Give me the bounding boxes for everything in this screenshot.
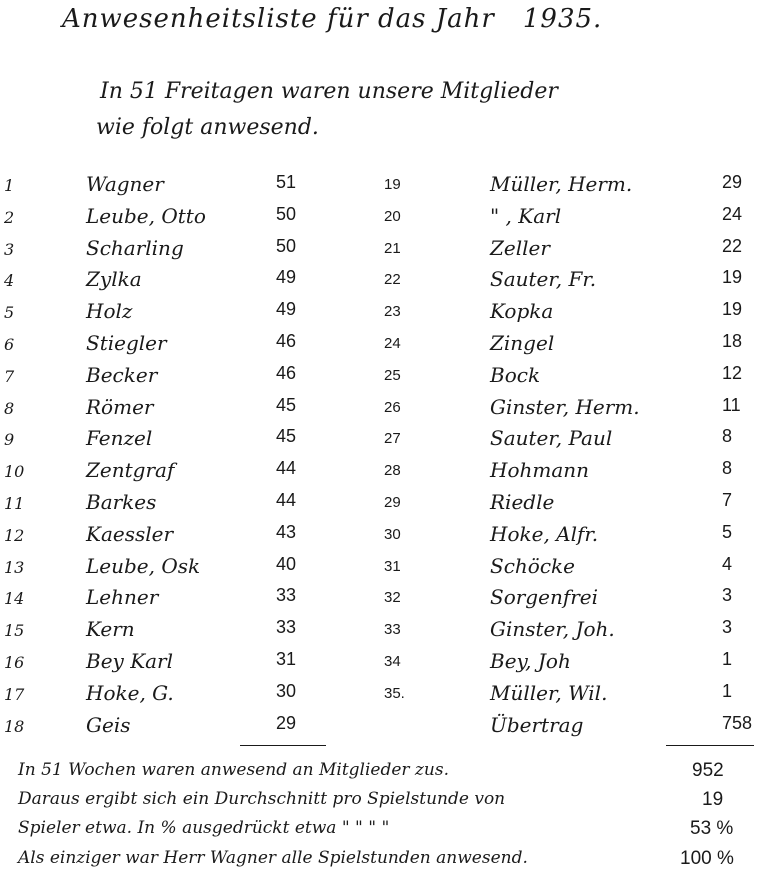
member-attendance: 18 [722, 331, 743, 351]
member-name: Zylka [86, 267, 142, 291]
member-number: 3 [4, 240, 15, 259]
title-year: 1935. [522, 4, 603, 34]
table-row [0, 713, 768, 745]
table-row [0, 585, 768, 617]
member-number: 14 [4, 589, 25, 608]
table-row [0, 299, 768, 331]
table-row [0, 236, 768, 268]
member-number: 19 [384, 176, 401, 193]
member-attendance: 3 [722, 585, 733, 605]
member-number: 13 [4, 558, 25, 577]
member-number: 5 [4, 303, 15, 322]
member-attendance: 43 [276, 522, 297, 542]
member-number: 20 [384, 208, 401, 225]
member-number: 22 [384, 271, 401, 288]
member-name: Scharling [86, 236, 184, 260]
member-name: Zingel [490, 331, 555, 355]
table-row [0, 331, 768, 363]
member-name: Übertrag [490, 713, 584, 737]
member-number: 26 [384, 399, 401, 416]
table-row [0, 490, 768, 522]
member-attendance: 8 [722, 458, 733, 478]
member-name: Zeller [490, 236, 550, 260]
member-number: 9 [4, 430, 15, 449]
member-attendance: 30 [276, 681, 297, 701]
table-row [0, 458, 768, 490]
table-row [0, 522, 768, 554]
table-row [0, 649, 768, 681]
member-number: 30 [384, 526, 401, 543]
member-attendance: 4 [722, 554, 733, 574]
member-attendance: 758 [722, 713, 753, 733]
member-attendance: 50 [276, 204, 297, 224]
member-name: Müller, Herm. [490, 172, 633, 196]
member-name: Bey, Joh [490, 649, 571, 673]
member-name: Hohmann [490, 458, 590, 482]
intro-line-1: In 51 Freitagen waren unsere Mitglieder [100, 79, 558, 104]
member-attendance: 19 [722, 267, 743, 287]
summary-text: Daraus ergibt sich ein Durchschnitt pro Spielstunde von [18, 789, 506, 809]
table-row [0, 617, 768, 649]
table-row [0, 681, 768, 713]
member-number: 25 [384, 367, 401, 384]
member-attendance: 50 [276, 236, 297, 256]
member-number: 27 [384, 430, 401, 447]
summary-value: 19 [702, 789, 724, 810]
member-number: 17 [4, 685, 25, 704]
member-name: Bey Karl [86, 649, 174, 673]
member-number: 6 [4, 335, 15, 354]
member-name: Zentgraf [86, 458, 175, 482]
member-attendance: 11 [722, 395, 741, 415]
member-attendance: 22 [722, 236, 743, 256]
member-name: Stiegler [86, 331, 167, 355]
member-name: Sauter, Paul [490, 426, 613, 450]
member-number: 24 [384, 335, 401, 352]
member-attendance: 49 [276, 299, 297, 319]
summary-line [0, 848, 768, 880]
member-attendance: 19 [722, 299, 743, 319]
intro-line-2: wie folgt anwesend. [96, 115, 319, 140]
member-attendance: 29 [722, 172, 743, 192]
member-attendance: 33 [276, 617, 297, 637]
member-name: Ginster, Herm. [490, 395, 640, 419]
member-number: 32 [384, 589, 401, 606]
member-number: 15 [4, 621, 25, 640]
member-number: 18 [4, 717, 25, 736]
member-attendance: 12 [722, 363, 743, 383]
member-number: 35. [384, 685, 405, 702]
document-title [62, 4, 602, 34]
member-name: Müller, Wil. [490, 681, 608, 705]
member-attendance: 24 [722, 204, 743, 224]
summary-value: 952 [692, 760, 724, 781]
summary-line [0, 818, 768, 850]
member-attendance: 29 [276, 713, 297, 733]
member-name: Holz [86, 299, 133, 323]
member-attendance: 46 [276, 363, 297, 383]
summary-value: 53 % [690, 818, 734, 839]
member-attendance: 51 [276, 172, 297, 192]
member-name: Hoke, Alfr. [490, 522, 599, 546]
summary-value: 100 % [680, 848, 734, 869]
member-number: 29 [384, 494, 401, 511]
member-number: 2 [4, 208, 15, 227]
member-name: Lehner [86, 585, 159, 609]
member-name: Bock [490, 363, 541, 387]
member-attendance: 1 [722, 681, 733, 701]
member-attendance: 31 [276, 649, 297, 669]
member-number: 8 [4, 399, 15, 418]
table-row [0, 395, 768, 427]
member-name: Hoke, G. [86, 681, 174, 705]
member-number: 16 [4, 653, 25, 672]
summary-text: Spieler etwa. In % ausgedrückt etwa " " " " [18, 818, 390, 838]
member-attendance: 44 [276, 490, 297, 510]
member-name: Fenzel [86, 426, 153, 450]
member-attendance: 3 [722, 617, 733, 637]
summary-line [0, 760, 768, 792]
member-name: Becker [86, 363, 158, 387]
table-row [0, 363, 768, 395]
subtotal-underline-right [666, 745, 754, 746]
member-number: 23 [384, 303, 401, 320]
member-number: 10 [4, 462, 25, 481]
member-number: 28 [384, 462, 401, 479]
summary-text: In 51 Wochen waren anwesend an Mitglieder zus. [18, 760, 449, 780]
member-name: Leube, Osk [86, 554, 201, 578]
member-number: 21 [384, 240, 401, 257]
table-row [0, 204, 768, 236]
member-number: 11 [4, 494, 25, 513]
member-name: Ginster, Joh. [490, 617, 615, 641]
member-attendance: 40 [276, 554, 297, 574]
member-attendance: 8 [722, 426, 733, 446]
table-row [0, 172, 768, 204]
member-name: Barkes [86, 490, 157, 514]
member-name: Schöcke [490, 554, 575, 578]
member-attendance: 49 [276, 267, 297, 287]
member-name: Kopka [490, 299, 554, 323]
member-attendance: 1 [722, 649, 733, 669]
member-number: 4 [4, 271, 15, 290]
member-number: 12 [4, 526, 25, 545]
member-name: Römer [86, 395, 154, 419]
summary-text: Als einziger war Herr Wagner alle Spielstunden anwesend. [18, 848, 528, 868]
table-row [0, 426, 768, 458]
intro-text [96, 74, 558, 146]
member-attendance: 5 [722, 522, 733, 542]
member-attendance: 46 [276, 331, 297, 351]
member-number: 34 [384, 653, 401, 670]
member-attendance: 45 [276, 395, 297, 415]
member-number: 33 [384, 621, 401, 638]
member-number: 31 [384, 558, 401, 575]
member-name: Sorgenfrei [490, 585, 599, 609]
title-text: Anwesenheitsliste für das Jahr [62, 4, 495, 34]
member-attendance: 33 [276, 585, 297, 605]
summary-line [0, 789, 768, 821]
member-number: 7 [4, 367, 15, 386]
member-number: 1 [4, 176, 15, 195]
member-name: Geis [86, 713, 131, 737]
member-name: Leube, Otto [86, 204, 206, 228]
member-name: Kern [86, 617, 135, 641]
member-name: Sauter, Fr. [490, 267, 597, 291]
member-name: Wagner [86, 172, 164, 196]
subtotal-underline-left [240, 745, 326, 746]
member-attendance: 44 [276, 458, 297, 478]
member-name: Kaessler [86, 522, 174, 546]
table-row [0, 267, 768, 299]
member-attendance: 7 [722, 490, 733, 510]
member-name: Riedle [490, 490, 555, 514]
table-row [0, 554, 768, 586]
member-attendance: 45 [276, 426, 297, 446]
member-name: " , Karl [490, 204, 562, 228]
